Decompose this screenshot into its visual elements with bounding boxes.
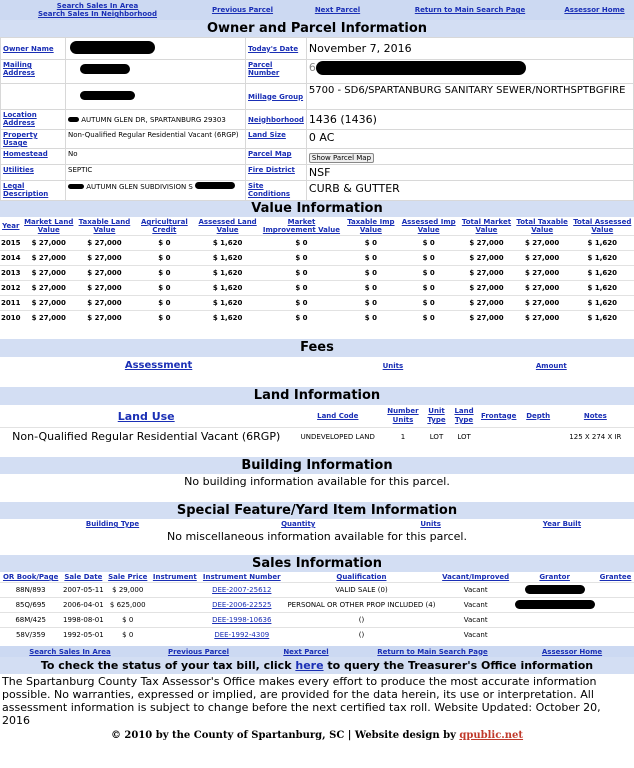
value-cell: $ 0 [259,251,343,266]
land-header-frontage[interactable]: Frontage [481,411,517,420]
main-search-link[interactable]: Return to Main Search Page [414,6,526,14]
fees-table [0,357,634,374]
value-cell: 2011 [0,296,21,311]
value-cell: 2013 [0,266,21,281]
special-header-quantity[interactable]: Quantity [281,520,316,528]
value-header-10[interactable]: Total Assessed Value [573,218,632,234]
grantee-cell [597,628,634,643]
value-cell: $ 0 [133,311,196,326]
grantor-cell [512,628,597,643]
footer [0,728,634,741]
value-cell: $ 27,000 [21,236,76,251]
assessor-home-link[interactable]: Assessor Home [564,6,625,14]
value-cell: $ 0 [398,236,459,251]
value-cell: $ 0 [398,311,459,326]
value-cell: $ 0 [398,266,459,281]
value-row [0,281,634,296]
blank-label [1,84,66,110]
previous-parcel-link[interactable]: Previous Parcel [211,6,274,14]
value-header-7[interactable]: Assessed Imp Value [401,218,456,234]
value-cell: $ 1,620 [196,251,259,266]
sales-row [0,613,634,628]
value-cell: $ 27,000 [459,251,514,266]
site-conditions-label: Site Conditions [246,181,307,201]
redaction [80,91,135,100]
special-feature-table [0,519,634,529]
sales-cell: 2006-04-01 [61,598,105,613]
sales-header-2[interactable]: Sale Price [108,573,148,581]
value-cell: $ 1,620 [196,296,259,311]
sales-cell: $ 29,000 [105,583,150,598]
value-cell: $ 0 [344,251,399,266]
land-header-unit-type[interactable]: Unit Type [427,407,446,424]
property-usage-value: Non-Qualified Regular Residential Vacant (6RGP) [66,130,246,149]
search-links [0,2,195,18]
unit-type-value: LOT [429,432,444,441]
sales-cell: $ 0 [105,628,150,643]
tax-status-text: To check the status of your tax bill, click [40,659,296,672]
fire-district-label: Fire District [246,165,307,181]
sales-table-header [0,572,634,583]
next-parcel-link[interactable]: Next Parcel [314,6,361,14]
value-header-2[interactable]: Taxable Land Value [78,218,131,234]
neighborhood-value: 1436 (1436) [306,110,633,130]
value-cell: $ 0 [398,251,459,266]
instrument-number-link[interactable]: DEE-2006-22525 [200,598,284,613]
todays-date-value: November 7, 2016 [306,38,633,60]
land-section-title: Land Information [0,387,634,405]
sales-header-3[interactable]: Instrument [152,573,197,581]
value-cell: $ 27,000 [21,281,76,296]
sales-cell: 58V/359 [0,628,61,643]
sales-cell: 88N/893 [0,583,61,598]
value-table [0,217,634,325]
owner-name-label: Owner Name [1,38,66,60]
value-cell: $ 1,620 [571,266,634,281]
value-cell: $ 0 [259,311,343,326]
sales-cell: PERSONAL OR OTHER PROP INCLUDED (4) [284,598,439,613]
special-feature-section-title: Special Feature/Yard Item Information [0,502,634,519]
value-cell: $ 27,000 [514,251,571,266]
value-cell: $ 1,620 [571,311,634,326]
grantor-cell [512,613,597,628]
land-table [0,405,634,445]
land-type-value: LOT [457,432,471,441]
value-cell: $ 27,000 [459,311,514,326]
value-row [0,236,634,251]
building-info-message: No building information available for this parcel. [184,475,450,488]
frontage-value [478,428,520,446]
legal-description-text: AUTUMN GLEN SUBDIVISION S [86,183,193,191]
value-section-title: Value Information [0,201,634,217]
value-cell: $ 0 [344,311,399,326]
value-cell: $ 0 [259,296,343,311]
value-cell: $ 0 [344,266,399,281]
mailing-address-value-2 [66,84,246,110]
instrument-number-link[interactable]: DEE-1992-4309 [200,628,284,643]
sales-cell: 1992-05-01 [61,628,105,643]
sales-cell: () [284,628,439,643]
sales-cell: 68M/425 [0,613,61,628]
sales-cell: 85Q/695 [0,598,61,613]
top-nav [0,0,634,20]
value-cell: 2010 [0,311,21,326]
grantor-cell [512,583,597,598]
redaction [70,41,155,54]
bottom-search-sales-area-link[interactable]: Search Sales In Area [29,647,111,656]
redaction [515,600,595,609]
value-cell: $ 0 [133,281,196,296]
value-cell: $ 27,000 [514,311,571,326]
copyright-text: © 2010 by the County of Spartanburg, SC | Website design by [110,730,460,741]
value-cell: $ 0 [398,296,459,311]
sales-cell: 1998-08-01 [61,613,105,628]
grantee-cell [597,613,634,628]
owner-table [0,37,634,201]
value-cell: $ 0 [259,266,343,281]
sales-header-8[interactable]: Grantee [599,573,632,581]
legal-description-label: Legal Description [1,181,66,201]
tax-status-bar [0,657,634,674]
owner-name-value [66,38,246,60]
land-size-label: Land Size [246,130,307,149]
fees-header-amount[interactable]: Amount [535,361,567,370]
search-sales-neighborhood-link[interactable]: Search Sales In Neighborhood [38,10,157,18]
parcel-number-value [306,60,633,84]
value-cell: $ 27,000 [514,281,571,296]
todays-date-label: Today's Date [246,38,307,60]
bottom-next-parcel-link[interactable]: Next Parcel [283,647,329,656]
parcel-number-label: Parcel Number [246,60,307,84]
sales-row [0,598,634,613]
value-header-8[interactable]: Total Market Value [461,218,512,234]
value-cell: $ 0 [344,281,399,296]
mailing-address-value [66,60,246,84]
neighborhood-label: Neighborhood [246,110,307,130]
value-cell: $ 0 [133,251,196,266]
mailing-address-label: Mailing Address [1,60,66,84]
bottom-nav [0,646,634,657]
value-cell: $ 27,000 [459,236,514,251]
land-use-value: Non-Qualified Regular Residential Vacant (6RGP) [12,430,281,443]
land-header-depth[interactable]: Depth [526,411,551,420]
land-header-notes[interactable]: Notes [583,411,607,420]
sales-header-1[interactable]: Sale Date [64,573,103,581]
value-cell: $ 0 [398,281,459,296]
grantee-cell [597,583,634,598]
value-cell: $ 27,000 [21,266,76,281]
value-cell: $ 0 [344,296,399,311]
value-header-3[interactable]: Agricultural Credit [141,218,188,234]
value-cell: $ 27,000 [514,266,571,281]
instrument-number-link[interactable]: DEE-2007-25612 [200,583,284,598]
millage-group-value: 5700 - SD6/SPARTANBURG SANITARY SEWER/NORTHSPTBGFIRE [306,84,633,110]
location-address-label: Location Address [1,110,66,130]
land-header-land-type[interactable]: Land Type [454,407,474,424]
value-cell: $ 1,620 [196,266,259,281]
value-cell: $ 1,620 [571,296,634,311]
land-code-value: UNDEVELOPED LAND [300,432,375,441]
qpublic-link[interactable]: qpublic.net [459,730,524,741]
grantor-cell [512,598,597,613]
fire-district-value: NSF [306,165,633,181]
fees-header-assessment[interactable]: Assessment [124,360,193,371]
sales-section-title: Sales Information [0,555,634,572]
value-cell: $ 27,000 [76,296,133,311]
show-parcel-map-button[interactable]: Show Parcel Map [309,153,374,163]
value-row [0,296,634,311]
value-header-9[interactable]: Total Taxable Value [516,218,568,234]
sales-cell [150,628,200,643]
sales-row [0,628,634,643]
value-table-body [0,236,634,326]
homestead-label: Homestead [1,149,66,165]
notes-value: 125 X 274 X IR [569,432,622,441]
value-header-5[interactable]: Market Improvement Value [262,218,341,234]
value-header-4[interactable]: Assessed Land Value [198,218,257,234]
redaction [68,184,84,189]
land-size-value: 0 AC [306,130,633,149]
sales-header-6[interactable]: Vacant/Improved [442,573,510,581]
tax-status-text-2: to query the Treasurer's Office information [323,659,594,672]
sales-cell [150,598,200,613]
value-cell: $ 0 [259,281,343,296]
sales-header-5[interactable]: Qualification [336,573,387,581]
value-cell: $ 27,000 [459,281,514,296]
sales-table-body [0,583,634,643]
land-header-land-use[interactable] [0,405,292,428]
value-cell: $ 27,000 [459,296,514,311]
bottom-assessor-home-link[interactable]: Assessor Home [541,647,603,656]
value-cell: $ 27,000 [76,266,133,281]
sales-cell: 2007-05-11 [61,583,105,598]
value-header-0[interactable]: Year [2,222,20,230]
owner-section-title: Owner and Parcel Information [0,20,634,37]
redaction [68,117,79,122]
value-cell: $ 27,000 [21,296,76,311]
treasurer-link[interactable]: here [295,659,324,672]
value-cell: $ 1,620 [196,281,259,296]
value-row [0,311,634,326]
value-cell: $ 0 [259,236,343,251]
bottom-main-search-link[interactable]: Return to Main Search Page [377,647,488,656]
sales-cell: Vacant [439,628,512,643]
property-usage-label: Property Usage [1,130,66,149]
location-address-text: AUTUMN GLEN DR, SPARTANBURG 29303 [81,115,226,124]
parcel-number-prefix: 6 [308,61,316,74]
value-cell: $ 1,620 [571,251,634,266]
parcel-map-label: Parcel Map [246,149,307,165]
sales-cell: Vacant [439,583,512,598]
sales-cell: () [284,613,439,628]
redaction [525,585,585,594]
value-cell: $ 27,000 [459,266,514,281]
value-cell: $ 1,620 [571,281,634,296]
value-cell: $ 1,620 [196,311,259,326]
legal-description-value [66,181,246,201]
special-header-units[interactable]: Units [420,520,441,528]
value-cell: 2014 [0,251,21,266]
redaction [195,182,235,189]
special-header-building-type[interactable]: Building Type [85,520,140,528]
value-cell: $ 27,000 [76,236,133,251]
depth-value [520,428,557,446]
homestead-value: No [66,149,246,165]
parcel-map-cell [306,149,633,165]
land-header-land-code[interactable]: Land Code [317,411,359,420]
value-cell: 2012 [0,281,21,296]
value-table-header [0,217,634,236]
sales-cell [150,583,200,598]
sales-cell: VALID SALE (0) [284,583,439,598]
sales-header-0[interactable]: OR Book/Page [2,573,59,581]
sales-header-7[interactable]: Grantor [539,573,570,581]
value-cell: $ 1,620 [196,236,259,251]
value-cell: $ 1,620 [571,236,634,251]
value-header-1[interactable]: Market Land Value [24,218,74,234]
grantee-cell [597,598,634,613]
utilities-value: SEPTIC [66,165,246,181]
value-header-6[interactable]: Taxable Imp Value [347,218,395,234]
value-cell: $ 27,000 [514,236,571,251]
special-header-year-built[interactable]: Year Built [542,520,582,528]
sales-header-4[interactable]: Instrument Number [202,573,281,581]
sales-cell: Vacant [439,613,512,628]
utilities-label: Utilities [1,165,66,181]
sales-cell: $ 625,000 [105,598,150,613]
site-conditions-value: CURB & GUTTER [306,181,633,201]
bottom-previous-parcel-link[interactable]: Previous Parcel [167,647,230,656]
value-cell: $ 27,000 [76,251,133,266]
value-cell: 2015 [0,236,21,251]
redaction [80,64,130,74]
land-use-header-text: Land Use [117,409,175,423]
value-row [0,251,634,266]
value-cell: $ 27,000 [21,251,76,266]
fees-section-title: Fees [0,339,634,357]
sales-cell: $ 0 [105,613,150,628]
disclaimer: The Spartanburg County Tax Assessor's Office makes every effort to produce the most accurate information possible. No warranties, expressed or implied, are provided for the data herein, its use or interpretation. All assessment information is subject to change before the next certified tax roll. Website Updated: October 20, 2016 [2,675,601,727]
value-cell: $ 0 [133,296,196,311]
sales-table [0,572,634,642]
value-cell: $ 0 [344,236,399,251]
value-cell: $ 27,000 [76,281,133,296]
sales-cell [150,613,200,628]
special-info-message: No miscellaneous information available for this parcel. [167,530,467,543]
value-row [0,266,634,281]
sales-cell: Vacant [439,598,512,613]
land-header-number-units[interactable]: Number Units [387,407,419,424]
sales-row [0,583,634,598]
value-cell: $ 27,000 [76,311,133,326]
millage-group-label: Millage Group [246,84,307,110]
value-cell: $ 0 [133,266,196,281]
redaction [316,61,526,75]
building-section-title: Building Information [0,457,634,474]
search-sales-area-link[interactable]: Search Sales In Area [56,2,139,10]
value-cell: $ 0 [133,236,196,251]
value-cell: $ 27,000 [21,311,76,326]
value-cell: $ 27,000 [514,296,571,311]
location-address-value [66,110,246,130]
instrument-number-link[interactable]: DEE-1998-10636 [200,613,284,628]
fees-header-units[interactable]: Units [382,361,404,370]
number-units-value: 1 [400,432,406,441]
